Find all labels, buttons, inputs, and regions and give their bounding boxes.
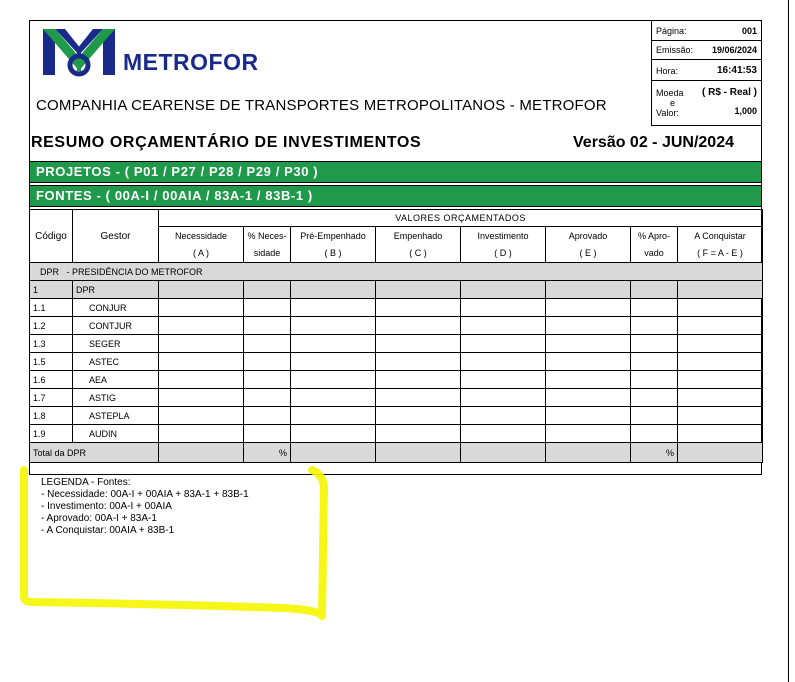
section-row-dpr (30, 263, 763, 281)
total-pct-necessidade: % (244, 443, 291, 463)
report-version: Versão 02 - JUN/2024 (573, 134, 734, 151)
table-row (30, 335, 763, 353)
legend-line: - A Conquistar: 00AIA + 83B-1 (41, 525, 175, 536)
legend-line: - Necessidade: 00A-I + 00AIA + 83A-1 + 83B-1 (41, 489, 249, 500)
row-code: 1.8 (30, 407, 73, 425)
pagina-value: 001 (741, 26, 757, 36)
table-row (30, 407, 763, 425)
table-row (30, 299, 763, 317)
col-pct-aprovado-sub: vado (631, 245, 678, 263)
col-empenhado-sub: ( C ) (376, 245, 461, 263)
col-investimento-header: Investimento (461, 227, 546, 245)
row-code: 1.6 (30, 371, 73, 389)
row-gestor: ASTIG (73, 389, 159, 407)
row-gestor: DPR (73, 281, 159, 299)
hora-label: Hora: (656, 66, 679, 76)
moeda-label: Moeda (656, 88, 684, 98)
col-gestor-header: Gestor (73, 210, 159, 263)
section-name: - PRESIDÊNCIA DO METROFOR (66, 266, 203, 277)
page-edge-line (788, 0, 789, 682)
row-gestor: CONJUR (73, 299, 159, 317)
row-code: 1.3 (30, 335, 73, 353)
col-necessidade-header: Necessidade (159, 227, 244, 245)
col-pct-aprovado-header: % Apro- (631, 227, 678, 245)
legend-title: LEGENDA - Fontes: (41, 477, 131, 488)
row-code: 1 (30, 281, 73, 299)
info-row-hora (652, 60, 762, 81)
emissao-value: 19/06/2024 (711, 45, 757, 55)
legend-line: - Investimento: 00A-I + 00AIA (41, 501, 172, 512)
metrofor-logo (41, 27, 121, 79)
section-code: DPR (40, 266, 60, 277)
table-row (30, 389, 763, 407)
valor-value: 1,000 (734, 106, 757, 116)
report-title: RESUMO ORÇAMENTÁRIO DE INVESTIMENTOS (31, 134, 422, 151)
row-gestor: SEGER (73, 335, 159, 353)
row-code: 1.7 (30, 389, 73, 407)
table-row (30, 353, 763, 371)
col-pre-empenhado-header: Pré-Empenhado (291, 227, 376, 245)
col-empenhado-header: Empenhado (376, 227, 461, 245)
projetos-bar: PROJETOS - ( P01 / P27 / P28 / P29 / P30 ) (29, 161, 762, 183)
table-header-row (30, 210, 763, 227)
col-pct-necessidade-header: % Neces- (244, 227, 291, 245)
total-pct-aprovado: % (631, 443, 678, 463)
col-a-conquistar-header: A Conquistar (678, 227, 763, 245)
col-investimento-sub: ( D ) (461, 245, 546, 263)
legend-line: - Aprovado: 00A-I + 83A-1 (41, 513, 157, 524)
table-row (30, 281, 763, 299)
table-row (30, 425, 763, 443)
table-row (30, 317, 763, 335)
legend (41, 477, 249, 537)
col-pct-necessidade-sub: sidade (244, 245, 291, 263)
row-code: 1.2 (30, 317, 73, 335)
row-gestor: CONTJUR (73, 317, 159, 335)
col-a-conquistar-sub: ( F = A - E ) (678, 245, 763, 263)
info-row-pagina (652, 20, 762, 41)
info-row-emissao (652, 41, 762, 60)
col-necessidade-sub: ( A ) (159, 245, 244, 263)
emissao-label: Emissão: (656, 45, 694, 55)
col-aprovado-header: Aprovado (546, 227, 631, 245)
budget-table (29, 209, 763, 463)
info-row-moeda (652, 81, 762, 125)
row-code: 1.1 (30, 299, 73, 317)
row-gestor: AUDIN (73, 425, 159, 443)
company-name: COMPANHIA CEARENSE DE TRANSPORTES METROPOLITANOS - METROFOR (36, 97, 607, 114)
report-info-box (651, 20, 762, 126)
row-code: 1.5 (30, 353, 73, 371)
col-pre-empenhado-sub: ( B ) (291, 245, 376, 263)
row-code: 1.9 (30, 425, 73, 443)
row-gestor: AEA (73, 371, 159, 389)
hora-value: 16:41:53 (716, 65, 757, 76)
table-row (30, 371, 763, 389)
pagina-label: Página: (656, 26, 687, 36)
moeda-e-label: e (670, 98, 676, 108)
section-cell (30, 263, 763, 281)
fontes-bar: FONTES - ( 00A-I / 00AIA / 83A-1 / 83B-1 ) (29, 185, 762, 207)
col-codigo-header: Código (30, 210, 73, 263)
valores-header: VALORES ORÇAMENTADOS (159, 210, 763, 227)
col-aprovado-sub: ( E ) (546, 245, 631, 263)
brand-name: METROFOR (123, 49, 259, 75)
total-label: Total da DPR (30, 443, 159, 463)
moeda-value: ( R$ - Real ) (701, 87, 757, 98)
row-gestor: ASTEC (73, 353, 159, 371)
valor-label: Valor: (656, 108, 679, 118)
row-gestor: ASTEPLA (73, 407, 159, 425)
